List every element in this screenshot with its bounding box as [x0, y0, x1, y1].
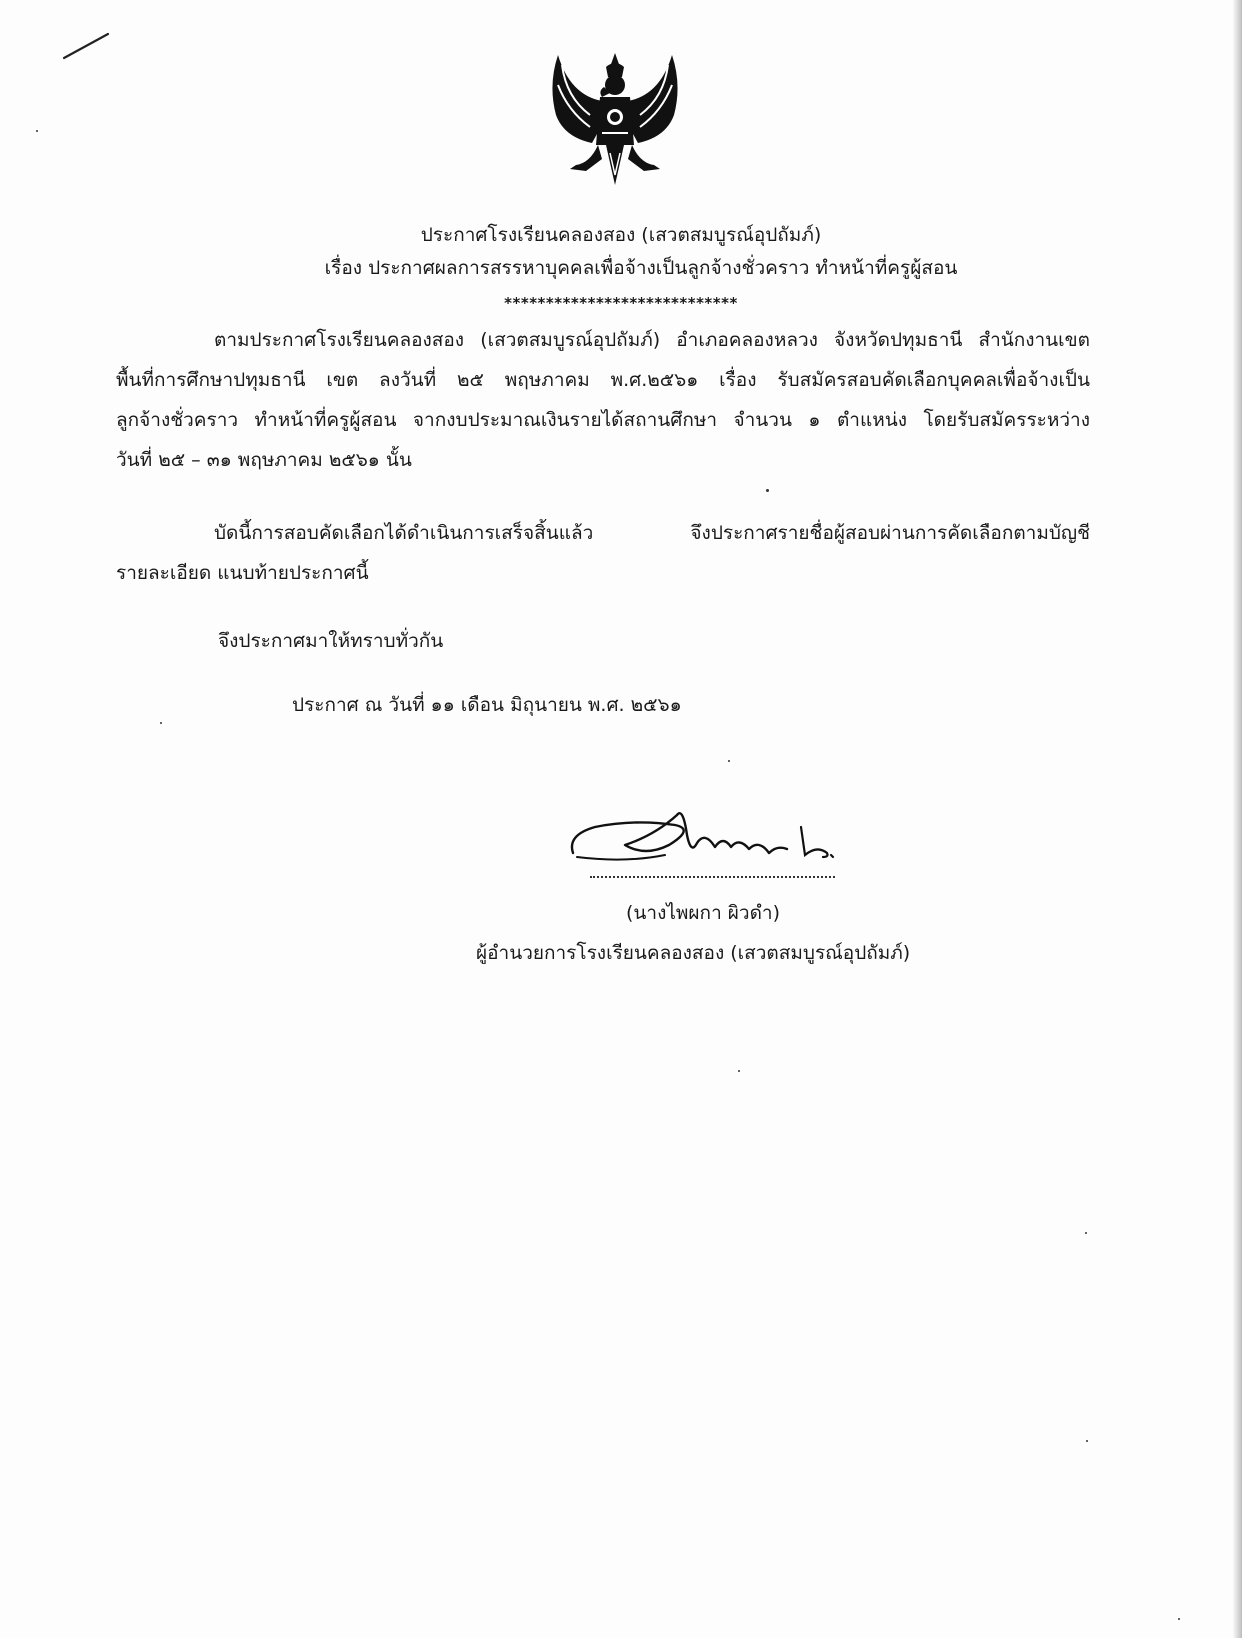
- announcement-heading: ประกาศโรงเรียนคลองสอง (เสวตสมบูรณ์อุปถัมภ์): [420, 224, 822, 246]
- signer-position: ผู้อำนวยการโรงเรียนคลองสอง (เสวตสมบูรณ์อุปถัมภ์): [476, 942, 911, 964]
- scan-speck: [1085, 1232, 1087, 1234]
- handwritten-signature: [565, 805, 885, 885]
- scan-speck: [738, 1070, 740, 1072]
- signature-dotted-line: [590, 876, 835, 878]
- paragraph1-line4: วันที่ ๒๕ – ๓๑ พฤษภาคม ๒๕๖๑ นั้น: [116, 449, 412, 471]
- scan-speck: [160, 722, 162, 724]
- signer-name: (นางไพผกา ผิวดำ): [626, 902, 780, 924]
- paragraph1-line2: พื้นที่การศึกษาปทุมธานี เขต ลงวันที่ ๒๕ พฤษภาคม พ.ศ.๒๕๖๑ เรื่อง รับสมัครสอบคัดเลือกบุคคลเพื่อจ้างเป็น: [116, 369, 1090, 391]
- scan-speck: [1178, 1618, 1180, 1620]
- scan-speck: [728, 760, 730, 762]
- paragraph2-line1: บัดนี้การสอบคัดเลือกได้ดำเนินการเสร็จสิ้นแล้ว จึงประกาศรายชื่อผู้สอบผ่านการคัดเลือกตามบัญชี: [214, 522, 1090, 544]
- scan-speck: [766, 489, 769, 492]
- scan-speck: [36, 130, 38, 132]
- closing-line: จึงประกาศมาให้ทราบทั่วกัน: [218, 630, 444, 652]
- paragraph2-line2: รายละเอียด แนบท้ายประกาศนี้: [116, 562, 369, 584]
- paragraph1-line3: ลูกจ้างชั่วคราว ทำหน้าที่ครูผู้สอน จากงบประมาณเงินรายได้สถานศึกษา จำนวน ๑ ตำแหน่ง โดยรับสมัครระหว่าง: [116, 409, 1090, 431]
- paragraph1-line1: ตามประกาศโรงเรียนคลองสอง (เสวตสมบูรณ์อุปถัมภ์) อำเภอคลองหลวง จังหวัดปทุมธานี สำนักงานเขต: [214, 329, 1090, 351]
- announcement-subject: เรื่อง ประกาศผลการสรรหาบุคคลเพื่อจ้างเป็นลูกจ้างชั่วคราว ทำหน้าที่ครูผู้สอน: [324, 257, 958, 279]
- separator-stars: ****************************: [504, 294, 738, 312]
- scan-speck: [1086, 1440, 1088, 1442]
- date-line: ประกาศ ณ วันที่ ๑๑ เดือน มิถุนายน พ.ศ. ๒๕๖๑: [292, 694, 682, 716]
- garuda-emblem-icon: [540, 45, 690, 195]
- pen-mark: [62, 30, 112, 60]
